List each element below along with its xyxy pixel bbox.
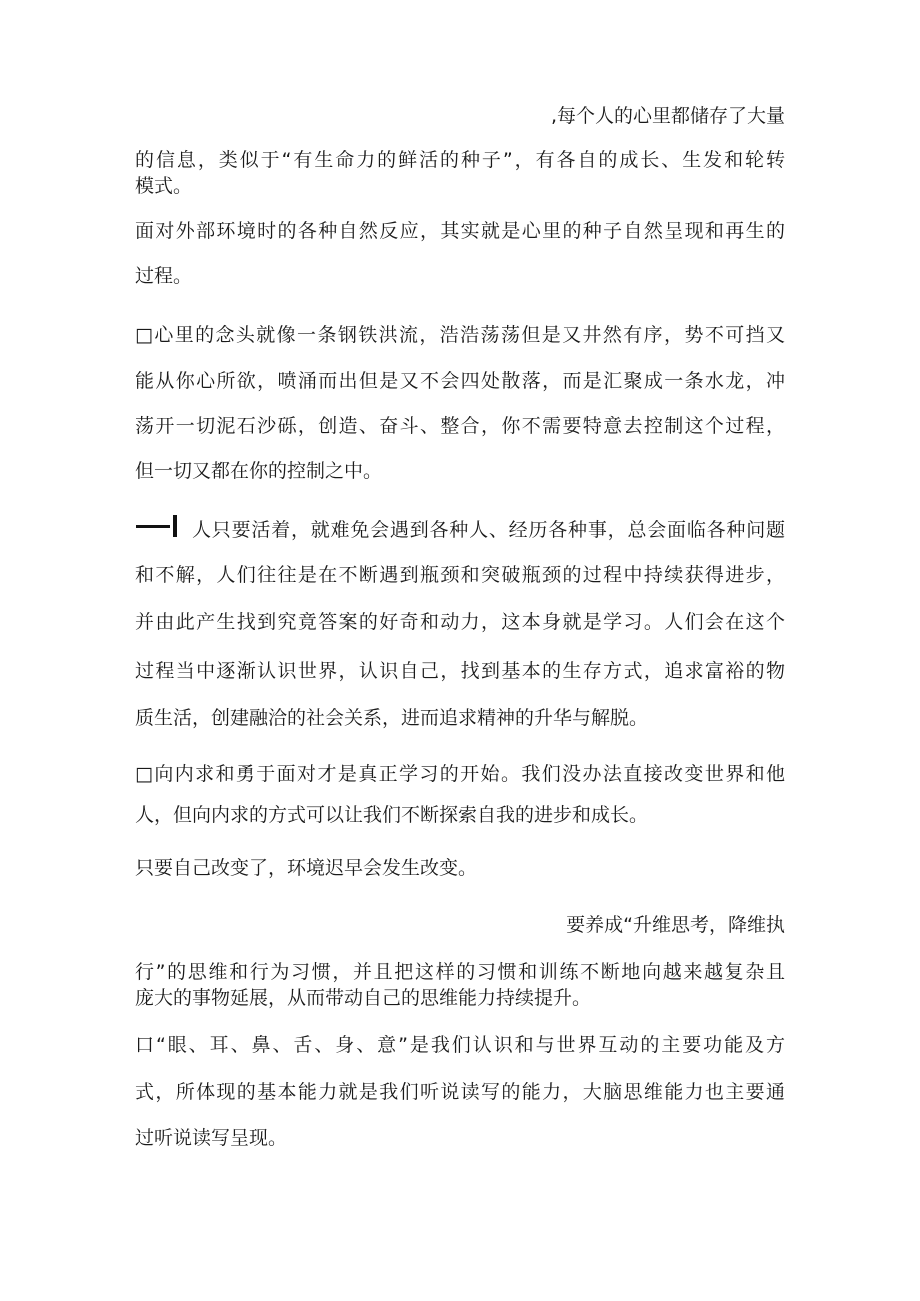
- text-line-3: 模式。: [135, 175, 193, 197]
- text-line-23: 过听说读写呈现。: [135, 1127, 288, 1149]
- text-line-19: 行”的思维和行为习惯，并且把这样的习惯和训练不断地向越来越复杂且: [135, 961, 785, 983]
- text-line-15: □向内求和勇于面对才是真正学习的开始。我们没办法直接改变世界和他: [135, 763, 785, 785]
- text-line-16: 人，但向内求的方式可以让我们不断探索自我的进步和成长。: [135, 804, 649, 826]
- text-line-22: 式，所体现的基本能力就是我们听说读写的能力，大脑思维能力也主要通: [135, 1081, 785, 1103]
- text-line-12: 并由此产生找到究竟答案的好奇和动力，这本身就是学习。人们会在这个: [135, 611, 785, 633]
- text-line-21: 口“眼、耳、鼻、舌、身、意”是我们认识和与世界互动的主要功能及方: [135, 1034, 785, 1056]
- text-line-18: 要养成“升维思考，降维执: [566, 914, 785, 936]
- text-line-20: 庞大的事物延展，从而带动自己的思维能力持续提升。: [135, 987, 592, 1009]
- text-line-2: 的信息，类似于“有生命力的鲜活的种子”，有各自的成长、生发和轮转: [135, 149, 785, 171]
- text-line-17: 只要自己改变了，环境迟早会发生改变。: [135, 857, 478, 879]
- text-line-7: 能从你心所欲，喷涌而出但是又不会四处散落，而是汇聚成一条水龙，冲: [135, 370, 785, 392]
- text-line-4: 面对外部环境时的各种自然反应，其实就是心里的种子自然呈现和再生的: [135, 220, 785, 242]
- text-line-9: 但一切又都在你的控制之中。: [135, 460, 383, 482]
- text-line-5: 过程。: [135, 265, 193, 287]
- text-line-1: ,每个人的心里都储存了大量: [550, 105, 785, 127]
- text-line-10: 人只要活着，就难免会遇到各种人、经历各种事，总会面临各种问题: [192, 519, 785, 541]
- text-line-6: □心里的念头就像一条钢铁洪流，浩浩荡荡但是又井然有序，势不可挡又: [135, 324, 785, 346]
- dash-mark-icon: [136, 515, 180, 537]
- text-line-11: 和不解，人们往往是在不断遇到瓶颈和突破瓶颈的过程中持续获得进步，: [135, 564, 785, 586]
- text-line-13: 过程当中逐渐认识世界，认识自己，找到基本的生存方式，追求富裕的物: [135, 660, 785, 682]
- text-line-8: 荡开一切泥石沙砾，创造、奋斗、整合，你不需要特意去控制这个过程，: [135, 415, 785, 437]
- text-line-14: 质生活，创建融洽的社会关系，进而追求精神的升华与解脱。: [135, 707, 649, 729]
